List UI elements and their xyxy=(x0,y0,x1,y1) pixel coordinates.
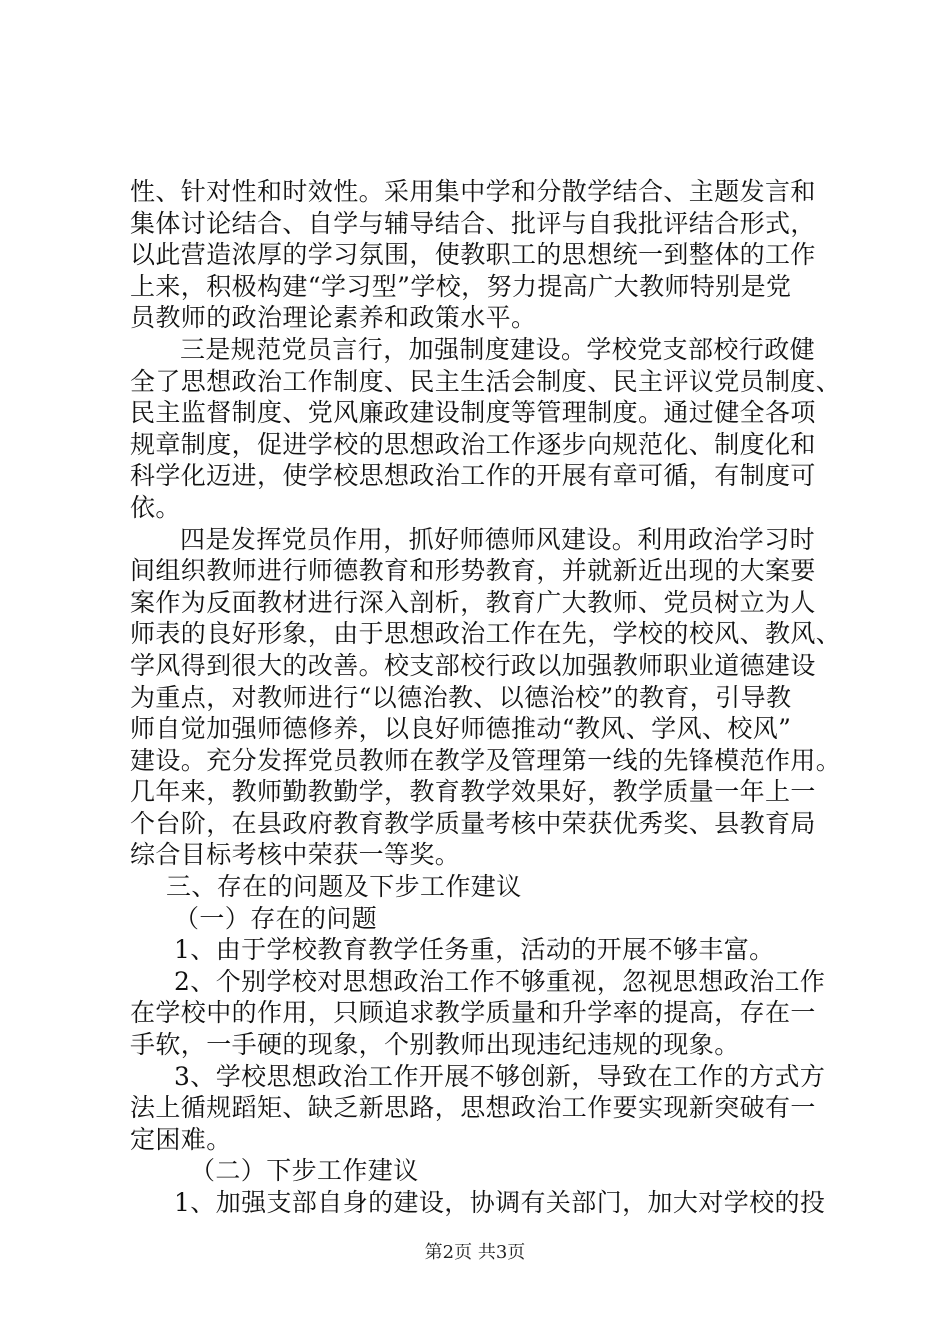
text-line: 个台阶，在县政府教育教学质量考核中荣获优秀奖、县教育局 xyxy=(130,808,816,838)
text-line: 为重点，对教师进行“以德治教、以德治校”的教育，引导教 xyxy=(130,682,792,712)
subsection-heading: （二）下步工作建议 xyxy=(190,1156,419,1186)
text-line: 规章制度，促进学校的思想政治工作逐步向规范化、制度化和 xyxy=(130,429,816,459)
subsection-heading: （一）存在的问题 xyxy=(174,903,378,933)
document-body xyxy=(130,176,842,1219)
text-line: 几年来，教师勤教勤学，教育教学效果好，教学质量一年上一 xyxy=(130,777,816,807)
text-line: 性、针对性和时效性。采用集中学和分散学结合、主题发言和 xyxy=(130,177,816,206)
text-line: 间组织教师进行师德教育和形势教育，并就新近出现的大案要 xyxy=(130,556,816,586)
text-line: 师自觉加强师德修养，以良好师德推动“教风、学风、校风” xyxy=(130,714,792,744)
text-line: 全了思想政治工作制度、民主生活会制度、民主评议党员制度、 xyxy=(130,366,842,396)
list-item: 1、加强支部自身的建设，协调有关部门，加大对学校的投 xyxy=(174,1188,826,1217)
list-item: 1、由于学校教育教学任务重，活动的开展不够丰富。 xyxy=(174,935,775,965)
text-line: 以此营造浓厚的学习氛围，使教职工的思想统一到整体的工作 xyxy=(130,240,816,270)
text-line: 上来，积极构建“学习型”学校，努力提高广大教师特别是党 xyxy=(130,271,792,301)
text-line: 手软，一手硬的现象，个别教师出现违纪违规的现象。 xyxy=(130,1030,740,1060)
text-line: 学风得到很大的改善。校支部校行政以加强教师职业道德建设 xyxy=(130,650,816,680)
text-line: 依。 xyxy=(130,492,181,522)
page-number-footer: 第2页 共3页 xyxy=(424,1242,526,1263)
list-item: 2、个别学校对思想政治工作不够重视，忽视思想政治工作 xyxy=(174,966,826,996)
text-line: 集体讨论结合、自学与辅导结合、批评与自我批评结合形式， xyxy=(130,208,816,238)
text-line: 案作为反面教材进行深入剖析，教育广大教师、党员树立为人 xyxy=(130,587,816,617)
text-line: 综合目标考核中荣获一等奖。 xyxy=(130,840,461,870)
list-item: 3、学校思想政治工作开展不够创新，导致在工作的方式方 xyxy=(174,1061,826,1091)
paragraph-start-line: 四是发挥党员作用，抓好师德师风建设。利用政治学习时 xyxy=(180,524,816,554)
text-line: 定困难。 xyxy=(130,1124,232,1154)
text-line: 科学化迈进，使学校思想政治工作的开展有章可循，有制度可 xyxy=(130,461,816,491)
text-line: 法上循规蹈矩、缺乏新思路，思想政治工作要实现新突破有一 xyxy=(130,1093,816,1123)
text-line: 民主监督制度、党风廉政建设制度等管理制度。通过健全各项 xyxy=(130,398,816,428)
text-line: 员教师的政治理论素养和政策水平。 xyxy=(130,303,537,333)
text-line: 师表的良好形象，由于思想政治工作在先，学校的校风、教风、 xyxy=(130,619,842,649)
paragraph-start-line: 三是规范党员言行，加强制度建设。学校党支部校行政健 xyxy=(180,334,816,364)
section-heading: 三、存在的问题及下步工作建议 xyxy=(166,872,522,902)
text-line: 建设。充分发挥党员教师在教学及管理第一线的先锋模范作用。 xyxy=(130,745,842,775)
text-line: 在学校中的作用，只顾追求教学质量和升学率的提高，存在一 xyxy=(130,998,816,1028)
